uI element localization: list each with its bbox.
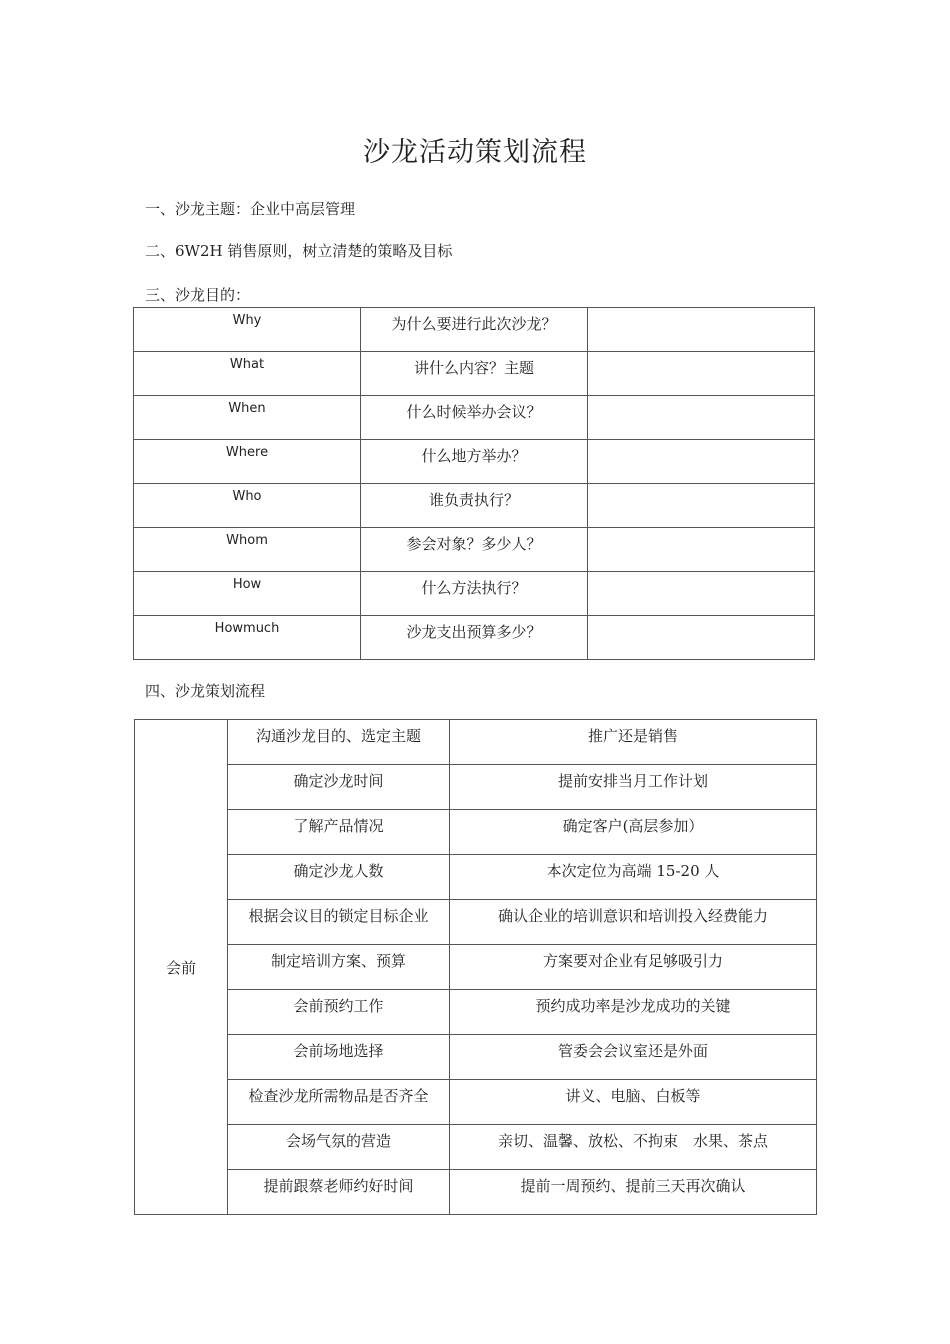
purpose-key: How bbox=[134, 572, 361, 616]
process-note: 确定客户(高层参加） bbox=[450, 810, 817, 855]
table-row bbox=[135, 900, 817, 945]
table-row bbox=[134, 440, 815, 484]
purpose-answer bbox=[588, 396, 815, 440]
section-purpose: 三、沙龙目的： bbox=[145, 286, 251, 304]
table-row bbox=[135, 1125, 817, 1170]
purpose-answer bbox=[588, 572, 815, 616]
process-task: 提前跟蔡老师约好时间 bbox=[228, 1170, 450, 1215]
purpose-question: 什么方法执行？ bbox=[361, 572, 588, 616]
page-title: 沙龙活动策划流程 bbox=[363, 137, 587, 168]
purpose-table bbox=[133, 307, 815, 660]
process-task: 沟通沙龙目的、选定主题 bbox=[228, 720, 450, 765]
section-process: 四、沙龙策划流程 bbox=[145, 682, 266, 700]
process-note: 管委会会议室还是外面 bbox=[450, 1035, 817, 1080]
purpose-answer bbox=[588, 440, 815, 484]
process-note: 确认企业的培训意识和培训投入经费能力 bbox=[450, 900, 817, 945]
table-row bbox=[134, 396, 815, 440]
purpose-answer bbox=[588, 616, 815, 660]
process-note: 本次定位为高端 15-20 人 bbox=[450, 855, 817, 900]
purpose-question: 什么时候举办会议？ bbox=[361, 396, 588, 440]
table-row bbox=[134, 572, 815, 616]
process-note: 方案要对企业有足够吸引力 bbox=[450, 945, 817, 990]
table-row bbox=[135, 855, 817, 900]
table-row bbox=[134, 484, 815, 528]
purpose-answer bbox=[588, 484, 815, 528]
process-task: 会前预约工作 bbox=[228, 990, 450, 1035]
purpose-key: Where bbox=[134, 440, 361, 484]
purpose-key: Why bbox=[134, 308, 361, 352]
process-task: 了解产品情况 bbox=[228, 810, 450, 855]
purpose-key: When bbox=[134, 396, 361, 440]
purpose-question: 为什么要进行此次沙龙？ bbox=[361, 308, 588, 352]
purpose-answer bbox=[588, 352, 815, 396]
process-task: 确定沙龙人数 bbox=[228, 855, 450, 900]
purpose-answer bbox=[588, 528, 815, 572]
process-note: 讲义、电脑、白板等 bbox=[450, 1080, 817, 1125]
section-theme: 一、沙龙主题：企业中高层管理 bbox=[145, 200, 356, 218]
table-row bbox=[135, 945, 817, 990]
process-note: 推广还是销售 bbox=[450, 720, 817, 765]
phase-cell: 会前 bbox=[135, 720, 228, 1215]
process-note: 提前安排当月工作计划 bbox=[450, 765, 817, 810]
process-task: 会前场地选择 bbox=[228, 1035, 450, 1080]
table-row bbox=[134, 616, 815, 660]
purpose-answer bbox=[588, 308, 815, 352]
table-row bbox=[135, 810, 817, 855]
process-table bbox=[134, 719, 817, 1215]
process-note: 预约成功率是沙龙成功的关键 bbox=[450, 990, 817, 1035]
purpose-key: Whom bbox=[134, 528, 361, 572]
purpose-key: What bbox=[134, 352, 361, 396]
table-row bbox=[135, 1170, 817, 1215]
table-row bbox=[135, 1035, 817, 1080]
purpose-question: 谁负责执行？ bbox=[361, 484, 588, 528]
table-row bbox=[135, 990, 817, 1035]
table-row bbox=[134, 308, 815, 352]
purpose-key: Howmuch bbox=[134, 616, 361, 660]
process-task: 检查沙龙所需物品是否齐全 bbox=[228, 1080, 450, 1125]
process-note: 亲切、温馨、放松、不拘束 水果、茶点 bbox=[450, 1125, 817, 1170]
table-row bbox=[135, 765, 817, 810]
section-principle: 二、6W2H 销售原则，树立清楚的策略及目标 bbox=[145, 242, 453, 260]
process-note: 提前一周预约、提前三天再次确认 bbox=[450, 1170, 817, 1215]
table-row bbox=[134, 528, 815, 572]
process-task: 会场气氛的营造 bbox=[228, 1125, 450, 1170]
purpose-question: 什么地方举办？ bbox=[361, 440, 588, 484]
process-task: 制定培训方案、预算 bbox=[228, 945, 450, 990]
purpose-question: 参会对象？多少人？ bbox=[361, 528, 588, 572]
table-row bbox=[135, 1080, 817, 1125]
table-row bbox=[134, 352, 815, 396]
purpose-question: 沙龙支出预算多少？ bbox=[361, 616, 588, 660]
purpose-question: 讲什么内容？主题 bbox=[361, 352, 588, 396]
process-task: 确定沙龙时间 bbox=[228, 765, 450, 810]
process-task: 根据会议目的锁定目标企业 bbox=[228, 900, 450, 945]
table-row bbox=[135, 720, 817, 765]
purpose-key: Who bbox=[134, 484, 361, 528]
